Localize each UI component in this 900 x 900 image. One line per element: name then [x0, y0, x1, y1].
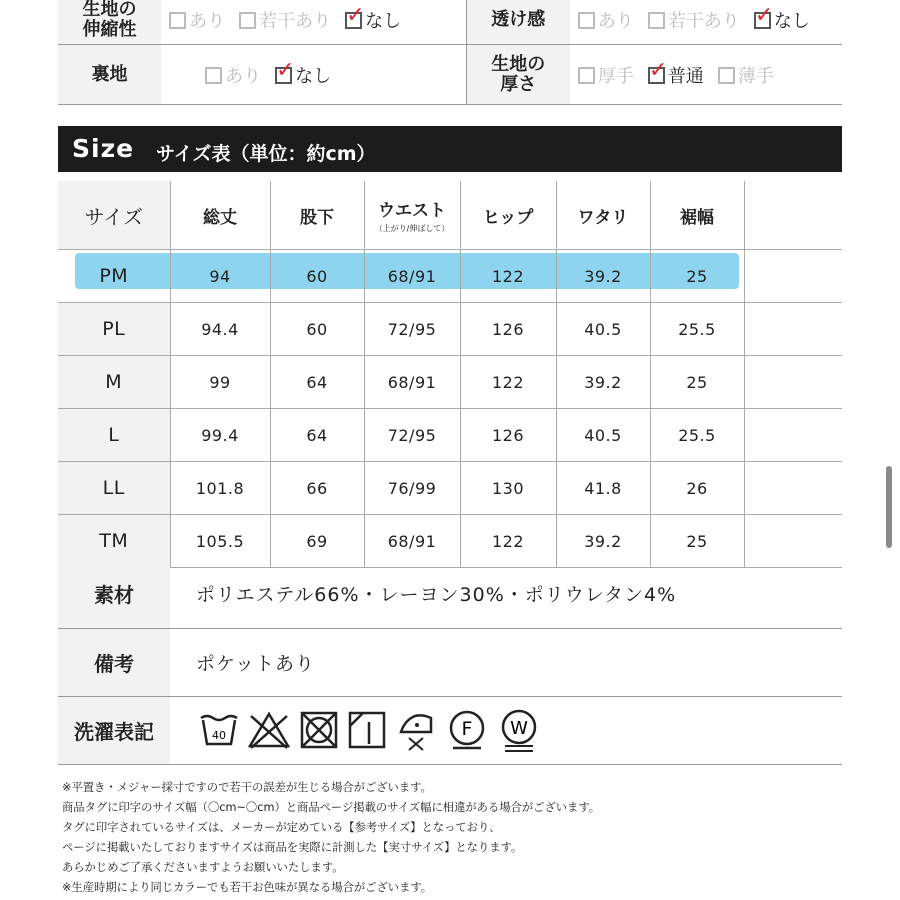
option-label: あり	[189, 11, 226, 32]
size-cell: 105.5	[170, 515, 270, 568]
size-label: M	[58, 356, 170, 409]
size-cell: 64	[270, 409, 364, 462]
table-row	[58, 409, 842, 462]
size-cell: 99	[170, 356, 270, 409]
table-row	[58, 250, 842, 303]
size-cell: 39.2	[556, 356, 650, 409]
empty-box-icon	[648, 12, 665, 29]
wash-40-icon	[199, 710, 239, 750]
empty-box-icon	[205, 67, 222, 84]
attribute-table	[58, 0, 842, 105]
column-header: ヒップ	[460, 181, 556, 250]
column-header: 裾幅	[650, 181, 744, 250]
check-mark-icon: ✓	[648, 57, 668, 83]
size-cell: 76/99	[364, 462, 460, 515]
size-cell: 72/95	[364, 409, 460, 462]
size-cell: 130	[460, 462, 556, 515]
option-checked	[754, 3, 810, 33]
size-cell	[744, 250, 842, 303]
option-label: なし	[773, 11, 810, 32]
empty-box-icon	[718, 67, 735, 84]
info-table	[58, 559, 842, 765]
size-cell: 66	[270, 462, 364, 515]
option-checked	[275, 57, 332, 88]
column-header: ウエスト （上がり/伸ばして）	[364, 181, 460, 250]
size-section-header	[58, 126, 842, 172]
size-label: PL	[58, 303, 170, 356]
note-line: あらかじめご了承くださいますようお願いいたします。	[62, 861, 344, 874]
size-cell: 41.8	[556, 462, 650, 515]
attribute-label: 透け感	[466, 0, 570, 45]
size-cell: 60	[270, 303, 364, 356]
column-header: ワタリ	[556, 181, 650, 250]
size-cell	[744, 356, 842, 409]
table-row	[58, 462, 842, 515]
wash-temp: 40	[212, 729, 226, 742]
option-unchecked	[239, 7, 331, 33]
checked-box-icon	[275, 57, 295, 84]
dry-clean-letter: F	[461, 718, 473, 740]
option-label: なし	[365, 11, 402, 32]
size-cell: 40.5	[556, 303, 650, 356]
note-line: 商品タグに印字のサイズ幅（〇cm~〇cm）と商品ページ掲載のサイズ幅に相違がある場合がございます。	[62, 801, 601, 814]
note-line: ページに掲載いたしておりますサイズは商品を実際に計測した【実寸サイズ】となります。	[62, 841, 523, 854]
option-label: 若干あり	[667, 11, 740, 32]
checked-box-icon	[345, 3, 365, 29]
option-label: 若干あり	[259, 11, 332, 32]
size-table	[58, 181, 842, 568]
notes-section	[62, 778, 852, 898]
size-cell: 94	[170, 250, 270, 303]
size-cell: 122	[460, 250, 556, 303]
size-cell: 68/91	[364, 356, 460, 409]
scrollbar-thumb[interactable]	[886, 466, 892, 548]
option-unchecked	[718, 62, 774, 88]
option-unchecked	[578, 62, 634, 88]
remarks-label: 備考	[58, 628, 170, 696]
check-mark-icon: ✓	[346, 3, 365, 28]
size-cell: 126	[460, 303, 556, 356]
fabric-attributes	[58, 0, 842, 105]
size-title: Size	[72, 134, 135, 163]
laundry-label: 洗濯表記	[58, 696, 170, 764]
option-label: あり	[225, 65, 262, 87]
size-cell: 126	[460, 409, 556, 462]
size-cell: 25	[650, 250, 744, 303]
size-subtitle: サイズ表（単位：約cm）	[156, 143, 376, 165]
table-row	[58, 303, 842, 356]
option-label: 薄手	[737, 65, 774, 87]
size-cell: 72/95	[364, 303, 460, 356]
column-header: サイズ	[58, 181, 170, 250]
option-unchecked	[648, 7, 740, 33]
line-dry-shade-icon	[347, 710, 387, 750]
low-iron-icon	[395, 708, 437, 752]
size-cell: 25.5	[650, 409, 744, 462]
attribute-label: 生地の 厚さ	[466, 45, 570, 105]
size-label: TM	[58, 515, 170, 568]
size-label: PM	[58, 250, 170, 303]
attribute-row	[58, 0, 842, 45]
no-bleach-icon	[247, 710, 291, 750]
attribute-options	[570, 0, 842, 45]
size-cell	[744, 303, 842, 356]
size-cell	[744, 462, 842, 515]
wet-clean-letter: W	[510, 718, 528, 739]
column-header: 総丈	[170, 181, 270, 250]
remarks-value: ポケットあり	[170, 628, 842, 696]
size-cell: 39.2	[556, 250, 650, 303]
no-tumble-dry-icon	[299, 710, 339, 750]
empty-box-icon	[169, 12, 186, 29]
size-cell: 122	[460, 356, 556, 409]
option-label: 普通	[667, 65, 704, 87]
size-cell: 40.5	[556, 409, 650, 462]
checked-box-icon	[754, 3, 774, 29]
size-cell: 39.2	[556, 515, 650, 568]
checked-box-icon	[648, 57, 668, 84]
size-cell: 69	[270, 515, 364, 568]
option-checked	[345, 3, 402, 33]
attribute-label: 生地の 伸縮性	[58, 0, 161, 45]
option-label: なし	[295, 65, 332, 87]
attribute-options	[570, 45, 842, 105]
size-cell: 25	[650, 515, 744, 568]
option-unchecked	[169, 7, 225, 33]
option-checked	[648, 57, 704, 88]
check-mark-icon: ✓	[276, 57, 295, 83]
size-cell: 25	[650, 356, 744, 409]
size-cell	[744, 409, 842, 462]
laundry-icons	[170, 696, 842, 764]
option-unchecked	[578, 7, 634, 33]
wet-clean-w-icon	[497, 707, 541, 753]
option-unchecked	[205, 62, 261, 88]
waist-note: （上がり/伸ばして）	[374, 224, 450, 233]
size-cell: 64	[270, 356, 364, 409]
dry-clean-f-icon	[445, 708, 489, 752]
option-label: あり	[597, 11, 634, 32]
size-cell: 94.4	[170, 303, 270, 356]
column-header	[744, 181, 842, 250]
option-label: 厚手	[597, 65, 634, 87]
note-line: ※生産時期により同じカラーでも若干お色味が異なる場合がございます。	[62, 881, 433, 894]
empty-box-icon	[578, 12, 595, 29]
attribute-options	[161, 45, 466, 105]
check-mark-icon: ✓	[754, 3, 774, 28]
attribute-label: 裏地	[58, 45, 161, 105]
note-line: ※平置き・メジャー採寸ですので若干の誤差が生じる場合がございます。	[62, 781, 432, 794]
size-header-row	[58, 181, 842, 250]
size-cell: 26	[650, 462, 744, 515]
size-cell: 68/91	[364, 515, 460, 568]
size-cell: 68/91	[364, 250, 460, 303]
material-label: 素材	[58, 559, 170, 628]
size-cell: 99.4	[170, 409, 270, 462]
size-label: LL	[58, 462, 170, 515]
attribute-options	[161, 0, 466, 45]
note-line: タグに印字されているサイズは、メーカーが定めている【参考サイズ】となっており、	[62, 821, 501, 834]
column-header: 股下	[270, 181, 364, 250]
attribute-row	[58, 45, 842, 105]
size-cell: 60	[270, 250, 364, 303]
size-cell: 101.8	[170, 462, 270, 515]
empty-box-icon	[239, 12, 256, 29]
table-row	[58, 356, 842, 409]
size-cell: 122	[460, 515, 556, 568]
size-label: L	[58, 409, 170, 462]
size-cell: 25.5	[650, 303, 744, 356]
empty-box-icon	[578, 67, 595, 84]
material-value: ポリエステル66%・レーヨン30%・ポリウレタン4%	[170, 559, 842, 628]
